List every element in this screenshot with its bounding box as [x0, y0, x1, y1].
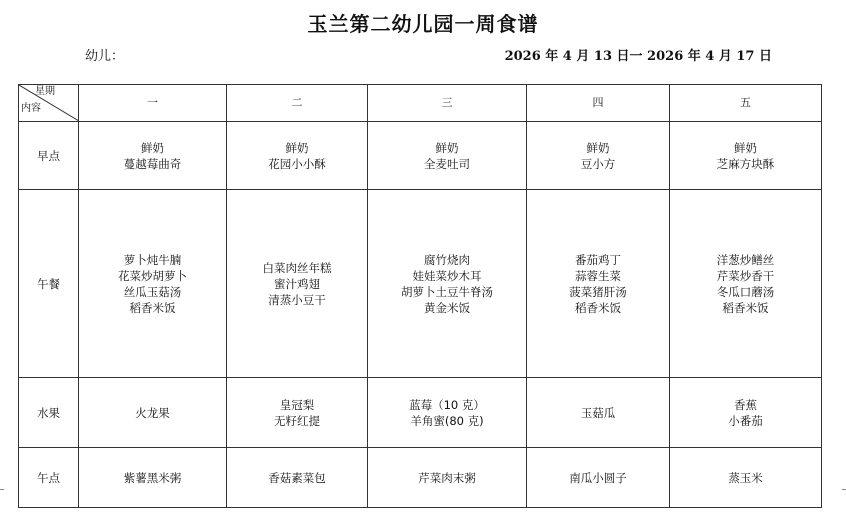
dish-item: 白菜肉丝年糕: [262, 260, 332, 275]
dish-item: 丝瓜玉菇汤: [123, 284, 182, 299]
dish-item: 稻香米饭: [129, 300, 176, 315]
dish-item: 豆小方: [580, 156, 616, 171]
menu-cell: [527, 190, 670, 378]
day-header: 四: [527, 85, 670, 122]
dish-item: 稻香米饭: [575, 300, 621, 315]
dish-item: 蜜汁鸡翅: [274, 276, 320, 291]
menu-cell: [368, 448, 527, 508]
dish-item: 花菜炒胡萝卜: [118, 268, 187, 283]
table-row: [19, 122, 822, 190]
page-edge-mark: [0, 489, 4, 490]
dish-item: 稻香米饭: [722, 300, 769, 315]
menu-cell: [79, 448, 227, 508]
dish-item: 小番茄: [728, 413, 763, 428]
dish-item: 鲜奶: [586, 140, 610, 155]
dish-item: 香蕉: [734, 397, 757, 412]
dish-item: 芹菜肉末粥: [418, 470, 476, 485]
page-title: 玉兰第二幼儿园一周食谱: [307, 12, 539, 36]
dish-item: 萝卜炖牛腩: [123, 252, 182, 267]
menu-cell: [527, 122, 670, 190]
menu-cell: [368, 190, 527, 378]
dish-item: 菠菜猪肝汤: [569, 284, 627, 299]
dish-item: 鲜奶: [285, 140, 309, 155]
dish-item: 番茄鸡丁: [575, 252, 621, 267]
table-row: [19, 378, 822, 448]
menu-cell: [227, 448, 368, 508]
table-row: [19, 448, 822, 508]
dish-item: 娃娃菜炒木耳: [412, 268, 482, 283]
weekly-menu-table: [18, 84, 822, 508]
dish-item: 清蒸小豆干: [268, 292, 326, 307]
dish-item: 芝麻方块酥: [716, 156, 775, 171]
dish-item: 鲜奶: [734, 140, 757, 155]
dish-item: 火龙果: [135, 405, 170, 420]
dish-item: 全麦吐司: [424, 156, 470, 171]
menu-cell: [670, 190, 822, 378]
dish-item: 皇冠梨: [279, 397, 315, 412]
dish-item: 芹菜炒香干: [716, 268, 775, 283]
dish-item: 无籽红提: [274, 413, 320, 428]
dish-item: 洋葱炒鳝丝: [716, 252, 775, 267]
date-range: 2026 年 4 月 13 日一 2026 年 4 月 17 日: [504, 49, 772, 64]
dish-item: 腐竹烧肉: [424, 252, 470, 267]
dish-item: 冬瓜口蘑汤: [716, 284, 775, 299]
menu-cell: [527, 378, 670, 448]
table-row: [19, 190, 822, 378]
dish-item: 南瓜小圆子: [569, 470, 627, 485]
page-edge-mark: [842, 489, 846, 490]
dish-item: 黄金米饭: [424, 300, 470, 315]
dish-item: 玉菇瓜: [580, 405, 616, 420]
day-header: 二: [227, 85, 368, 122]
row-label: 午餐: [19, 190, 79, 378]
dish-item: 蒜蓉生菜: [575, 268, 621, 283]
menu-cell: [79, 190, 227, 378]
row-label: 午点: [19, 448, 79, 508]
dish-item: 鲜奶: [435, 140, 459, 155]
menu-cell: [368, 122, 527, 190]
corner-label-content: 内容: [21, 103, 41, 114]
menu-cell: [227, 190, 368, 378]
dish-item: 蓝莓（10 克）: [409, 397, 485, 412]
dish-item: 鲜奶: [141, 140, 164, 155]
dish-item: 花园小小酥: [268, 156, 326, 171]
menu-cell: [670, 122, 822, 190]
menu-cell: [527, 448, 670, 508]
dish-item: 蒸玉米: [728, 470, 763, 485]
menu-cell: [670, 448, 822, 508]
header-row: [19, 85, 822, 122]
menu-cell: [227, 378, 368, 448]
row-label: 水果: [19, 378, 79, 448]
row-label: 早点: [19, 122, 79, 190]
dish-item: 紫薯黑米粥: [123, 470, 182, 485]
menu-cell: [79, 378, 227, 448]
class-label: 幼儿：: [85, 49, 125, 64]
day-header: 一: [79, 85, 227, 122]
menu-cell: [79, 122, 227, 190]
dish-item: 羊角蜜(80 克): [410, 413, 484, 428]
menu-cell: [368, 378, 527, 448]
menu-cell: [227, 122, 368, 190]
day-header: 五: [670, 85, 822, 122]
menu-cell: [670, 378, 822, 448]
corner-cell: [19, 85, 79, 122]
dish-item: 蔓越莓曲奇: [123, 156, 182, 171]
dish-item: 香菇素菜包: [268, 470, 326, 485]
corner-label-weekday: 星期: [35, 86, 55, 97]
day-header: 三: [368, 85, 527, 122]
dish-item: 胡萝卜土豆牛脊汤: [401, 284, 493, 299]
